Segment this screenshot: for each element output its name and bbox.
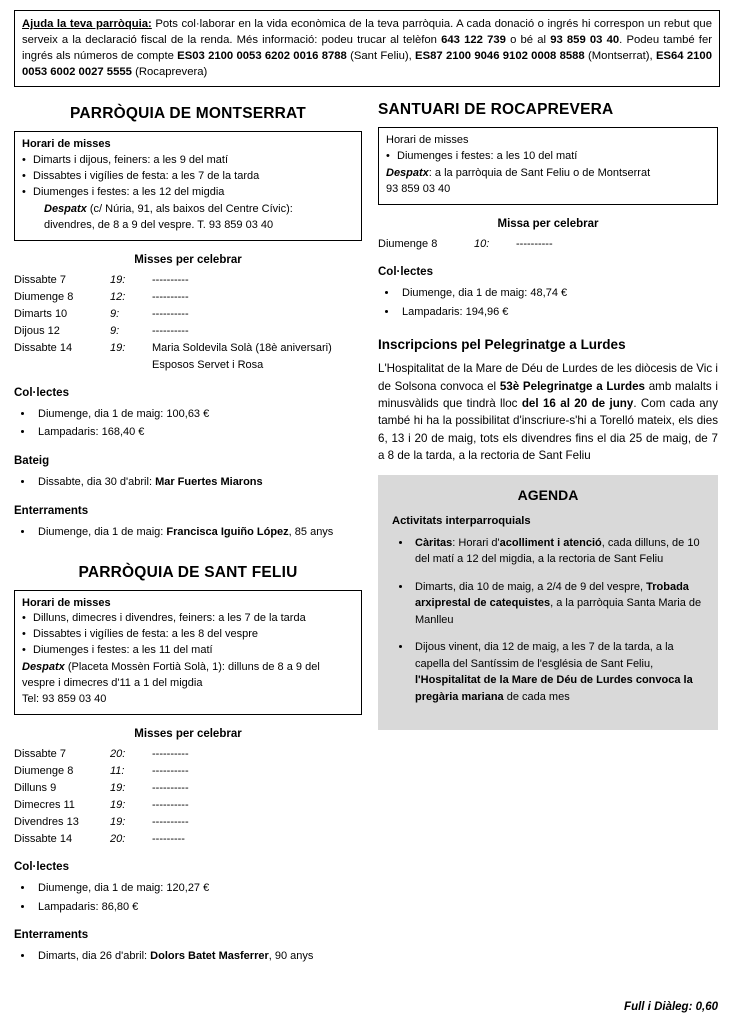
agenda-item-text-2: de cada mes (503, 690, 570, 703)
table-row (14, 357, 362, 374)
montserrat-masses-title: Misses per celebrar (134, 253, 242, 266)
list-item: • Diumenges i festes: a les 10 del matí (386, 149, 710, 165)
despatx-text: (Placeta Mossèn Fortià Solà, 1): dilluns de 8 a 9 del vespre i dimecres d'11 a 1 del migdia (22, 661, 320, 690)
despatx-label: Despatx (44, 202, 87, 215)
rocaprevera-schedule-box (378, 127, 718, 205)
table-row (14, 272, 362, 289)
table-row (14, 763, 362, 780)
banner-iban-3: ES64 2100 0053 6002 0027 5555 (22, 50, 712, 79)
santfeliu-title: PARRÒQUIA DE SANT FELIU (78, 563, 298, 581)
santfeliu-collectes-title: Col·lectes (14, 861, 69, 874)
mass-day: Dilluns 9 (14, 782, 57, 795)
banner-iban-1: ES03 2100 0053 6202 0016 8788 (177, 50, 347, 63)
list-item: • Lampadaris: 168,40 € (34, 423, 362, 442)
montserrat-collectes-list (18, 405, 362, 442)
banner-lead: Ajuda la teva parròquia: (22, 18, 152, 30)
enterrament-date: Dimarts, dia 26 d'abril: (38, 950, 151, 963)
montserrat-schedule-list (22, 153, 354, 201)
montserrat-masses-table (14, 272, 362, 374)
montserrat-title: PARRÒQUIA DE MONTSERRAT (70, 105, 306, 123)
parish-support-banner (14, 10, 720, 87)
rocaprevera-masses-title: Missa per celebrar (497, 217, 599, 230)
mass-intention: ---------- (152, 307, 189, 320)
banner-text-3: . Podeu també fer ingrés als números de compte (22, 34, 712, 63)
agenda-item-bold-1: l'Hospitalitat de la Mare de Déu de Lurdes convoca la pregària mariana (415, 674, 693, 703)
mass-intention: ---------- (152, 290, 189, 303)
santfeliu-enterraments-title: Enterraments (14, 929, 89, 942)
mass-hour: 19: (110, 799, 126, 812)
rocaprevera-masses-table (378, 236, 718, 253)
mass-hour: 9: (110, 324, 120, 337)
montserrat-collectes-title: Col·lectes (14, 386, 69, 399)
rocaprevera-schedule-list (386, 149, 710, 165)
mass-hour: 19: (110, 782, 126, 795)
list-item: • Dissabtes i vigílies de festa: a les 7 de la tarda (22, 169, 354, 185)
santfeliu-masses-table (14, 746, 362, 848)
montserrat-bateig-list (18, 473, 362, 492)
montserrat-enterraments-list (18, 523, 362, 542)
santfeliu-collectes-list (18, 879, 362, 916)
table-row (378, 236, 718, 253)
rocaprevera-schedule-title: Horari de misses (386, 134, 469, 147)
rocaprevera-collectes-title: Col·lectes (378, 265, 433, 278)
mass-day: Dissabte 14 (14, 341, 73, 354)
lurdes-bold-2: del 16 al 20 de juny (521, 397, 634, 411)
lurdes-paragraph (378, 360, 718, 464)
lurdes-text-1: L'Hospitalitat de la Mare de Déu de Lurdes de les diòcesis de Vic i de Solsona convoca el (378, 362, 718, 393)
mass-intention: ---------- (152, 748, 189, 761)
lurdes-text-2: amb malalts i minusvàlids que tindrà lloc (378, 379, 718, 411)
mass-day: Diumenge 8 (378, 237, 438, 250)
despatx-text: : a la parròquia de Sant Feliu o de Montserrat (428, 167, 651, 179)
mass-day: Dissabte 14 (14, 833, 73, 846)
agenda-item-text-1: Dijous vinent, dia 12 de maig, a les 7 de la tarda, a la capella del Santíssim de l'església de Sant Feliu, (415, 641, 674, 670)
mass-hour: 19: (110, 816, 126, 829)
despatx-label: Despatx (386, 167, 429, 179)
agenda-subtitle: Activitats interparroquials (392, 514, 531, 527)
enterrament-name: Francisca Iguiño López (166, 525, 289, 538)
mass-hour: 9: (110, 307, 120, 320)
list-item (412, 535, 706, 568)
agenda-item-text-1: : Horari d' (452, 536, 500, 549)
enterrament-name: Dolors Batet Masferrer (150, 950, 269, 963)
despatx-text: (c/ Núria, 91, als baixos del Centre Cívic): (86, 202, 293, 215)
table-row (14, 814, 362, 831)
banner-iban-2: ES87 2100 9046 9102 0008 8588 (415, 50, 585, 63)
list-item: • Diumenges i festes: a les 12 del migdia (22, 185, 354, 201)
agenda-item-text-2: , cada dilluns, de 10 del matí a 12 del migdia, a la rectoria de Sant Feliu (415, 536, 700, 566)
enterrament-age: , 90 anys (268, 950, 314, 963)
table-row (14, 780, 362, 797)
mass-intention: ---------- (152, 765, 189, 778)
mass-intention: ---------- (152, 273, 189, 286)
mass-day: Dissabte 7 (14, 273, 66, 286)
list-item (412, 579, 706, 629)
mass-hour: 19: (110, 341, 126, 354)
despatx-label: Despatx (22, 661, 65, 674)
table-row (14, 306, 362, 323)
rocaprevera-collectes-list (382, 284, 718, 321)
mass-hour: 11: (110, 765, 125, 778)
santfeliu-schedule-title: Horari de misses (22, 596, 111, 609)
banner-phone-1: 643 122 739 (441, 34, 506, 47)
enterrament-age: , 85 anys (288, 525, 334, 538)
lurdes-text-3: . Com cada any també hi ha la possibilitat d'inscriure-s'hi a Torelló mateix, els dies 6, 13 i 20 de maig, tots els divendres fins el dia 25 de maig, de 7 a 8 de la tarda, a la rectoria de Sant Feliu (378, 397, 719, 463)
agenda-panel (378, 475, 718, 731)
list-item: • Diumenge, dia 1 de maig: 48,74 € (398, 284, 718, 303)
mass-intention-extra: Esposos Servet i Rosa (152, 358, 264, 371)
mass-intention: ---------- (152, 799, 189, 812)
footer-price: Full i Diàleg: 0,60 (624, 1001, 718, 1013)
table-row (14, 746, 362, 763)
mass-hour: 20: (110, 748, 126, 761)
agenda-title: AGENDA (517, 486, 579, 503)
banner-iban-1-note: (Sant Feliu), (346, 50, 416, 63)
agenda-item-bold-1: Trobada arxiprestal de catequistes (415, 580, 689, 610)
santfeliu-enterraments-list (18, 947, 362, 966)
agenda-item-bold-1: Càritas (415, 536, 453, 549)
content-columns (14, 99, 720, 966)
table-row (14, 797, 362, 814)
mass-day: Dissabte 7 (14, 748, 66, 761)
santfeliu-phone: Tel: 93 859 03 40 (22, 693, 107, 706)
list-item: • Lampadaris: 86,80 € (34, 898, 362, 917)
mass-day: Diumenge 8 (14, 765, 74, 778)
left-column (14, 99, 362, 966)
mass-day: Divendres 13 (14, 816, 79, 829)
lurdes-bold-1: 53è Pelegrinatge a Lurdes (499, 379, 646, 393)
banner-text-1: Pots col·laborar en la vida econòmica de la teva parròquia. A cada donació o ingrés hi correspon un rebut que serveix a la declaració fiscal de la renda. Més informació: podeu trucar al telèfon (22, 18, 712, 47)
montserrat-bateig-title: Bateig (14, 455, 50, 468)
mass-hour: 12: (110, 290, 126, 303)
santfeliu-schedule-list (22, 611, 354, 659)
agenda-item-bold-2: acolliment i atenció (499, 536, 602, 549)
rocaprevera-phone: 93 859 03 40 (386, 182, 451, 195)
montserrat-despatx-line2: divendres, de 8 a 9 del vespre. T. 93 859 03 40 (44, 218, 274, 231)
mass-hour: 10: (474, 237, 490, 250)
santfeliu-masses-title: Misses per celebrar (134, 728, 242, 741)
mass-day: Dimarts 10 (14, 307, 68, 320)
right-column (378, 99, 718, 966)
mass-day: Dijous 12 (14, 324, 60, 337)
mass-hour: 19: (110, 273, 126, 286)
montserrat-despatx (22, 202, 354, 218)
table-row (14, 323, 362, 340)
list-item (412, 639, 706, 705)
montserrat-schedule-box (14, 131, 362, 241)
banner-phone-2: 93 859 03 40 (550, 34, 620, 47)
mass-intention: ---------- (152, 782, 189, 795)
agenda-item-text-2: , a la parròquia Santa Maria de Manlleu (415, 597, 702, 626)
mass-intention: --------- (152, 833, 185, 846)
bateig-name: Mar Fuertes Miarons (155, 476, 263, 489)
rocaprevera-despatx (386, 166, 710, 182)
montserrat-schedule-title: Horari de misses (22, 138, 111, 151)
mass-hour: 20: (110, 833, 126, 846)
enterrament-date: Diumenge, dia 1 de maig: (38, 525, 167, 538)
list-item: • Dilluns, dimecres i divendres, feiners: a les 7 de la tarda (22, 611, 354, 627)
list-item: • Dimarts i dijous, feiners: a les 9 del matí (22, 153, 354, 169)
agenda-list (390, 535, 706, 706)
lurdes-title: Inscripcions pel Pelegrinatge a Lurdes (378, 337, 626, 353)
santfeliu-despatx (22, 660, 354, 692)
list-item: • Lampadaris: 194,96 € (398, 303, 718, 322)
mass-day: Diumenge 8 (14, 290, 74, 303)
banner-iban-3-note: (Rocaprevera) (131, 66, 208, 79)
table-row (14, 831, 362, 848)
mass-day: Dimecres 11 (14, 799, 75, 812)
bateig-date: Dissabte, dia 30 d'abril: (38, 476, 156, 489)
montserrat-enterraments-title: Enterraments (14, 504, 89, 517)
mass-intention: ---------- (516, 237, 553, 250)
agenda-item-text-1: Dimarts, dia 10 de maig, a 2/4 de 9 del vespre, (415, 580, 647, 593)
banner-iban-2-note: (Montserrat), (584, 50, 656, 63)
table-row (14, 289, 362, 306)
list-item (34, 523, 362, 542)
rocaprevera-title: SANTUARI DE ROCAPREVERA (378, 101, 614, 119)
list-item (34, 947, 362, 966)
mass-intention: ---------- (152, 816, 189, 829)
list-item: • Diumenge, dia 1 de maig: 120,27 € (34, 879, 362, 898)
mass-intention: Maria Soldevila Solà (18è aniversari) (152, 341, 332, 354)
list-item (34, 473, 362, 492)
table-row (14, 340, 362, 357)
list-item: • Diumenge, dia 1 de maig: 100,63 € (34, 405, 362, 424)
banner-text-2: o bé al (505, 34, 551, 47)
list-item: • Diumenges i festes: a les 11 del matí (22, 643, 354, 659)
list-item: • Dissabtes i vigílies de festa: a les 8 del vespre (22, 627, 354, 643)
santfeliu-schedule-box (14, 590, 362, 716)
mass-intention: ---------- (152, 324, 189, 337)
